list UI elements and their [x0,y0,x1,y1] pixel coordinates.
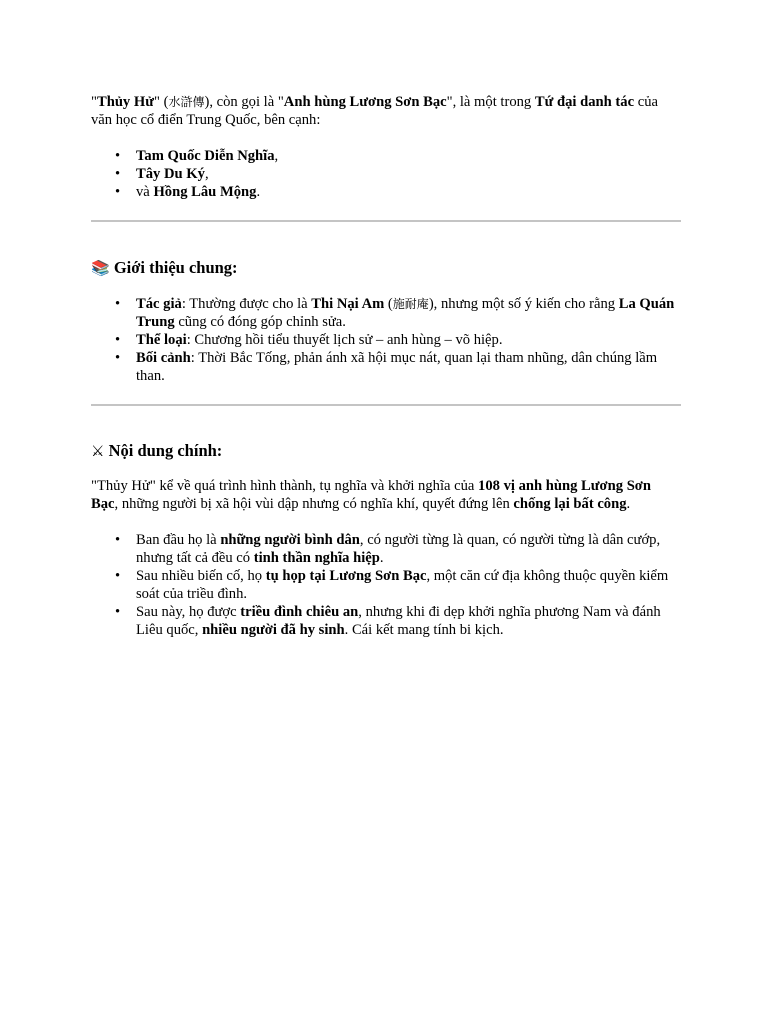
section-heading-general: 📚 Giới thiệu chung: [91,258,238,277]
general-info-list [91,295,681,385]
list-item: • Sau này, họ được triều đình chiêu an, nhưng khi đi dẹp khởi nghĩa phương Nam và đánh Liêu quốc, nhiều người đã hy sinh. Cái kết mang tính bi kịch. [136,603,681,639]
list-item: • Thể loại: Chương hồi tiểu thuyết lịch sử – anh hùng – võ hiệp. [136,331,681,349]
content-points-list [91,531,681,639]
list-item: • Ban đầu họ là những người bình dân, có người từng là quan, có người từng là dân cướp, nhưng tất cả đều có tinh thần nghĩa hiệp. [136,531,681,567]
book-title: Thủy Hử [96,94,154,110]
intro-text: ", là một trong [446,94,535,110]
classic-name: Tây Du Ký [136,166,205,182]
intro-text: của văn học cổ điển Trung Quốc, bên cạnh: [91,94,658,128]
author-name: Thi Nại Am [311,296,385,312]
list-item: • và Hồng Lâu Mộng. [136,183,681,201]
document-body [91,93,681,639]
list-item: • Tam Quốc Diễn Nghĩa, [136,147,681,165]
book-alias: Anh hùng Lương Sơn Bạc [283,94,447,110]
books-icon: 📚 [91,259,110,277]
section-divider [91,404,681,406]
classic-name: Tam Quốc Diễn Nghĩa [136,148,275,164]
chinese-title: 水滸傳 [168,95,205,109]
classic-name: Hồng Lâu Mộng [153,184,257,200]
list-item: • Tây Du Ký, [136,165,681,183]
four-classics: Tứ đại danh tác [534,94,635,110]
author-chinese-name: 施耐庵 [392,297,429,311]
section-divider [91,220,681,222]
intro-paragraph [91,93,681,129]
co-author-name: La Quán Trung [136,296,675,330]
list-item: • Tác giả: Thường được cho là Thi Nại Am (施耐庵), nhưng một số ý kiến cho rằng La Quán Trung cũng có đóng góp chỉnh sửa. [136,295,681,331]
list-item: • Bối cảnh: Thời Bắc Tống, phản ánh xã hội mục nát, quan lại tham nhũng, dân chúng lầm than. [136,349,681,385]
summary-paragraph: "Thủy Hử" kể về quá trình hình thành, tụ nghĩa và khởi nghĩa của 108 vị anh hùng Lương Sơn Bạc, những người bị xã hội vùi dập nhưng có nghĩa khí, quyết đứng lên chống lại bất công. [91,478,652,512]
list-item: • Sau nhiều biến cố, họ tụ họp tại Lương Sơn Bạc, một căn cứ địa không thuộc quyền kiểm soát của triều đình. [136,567,681,603]
section-heading-content: ⚔ Nội dung chính: [91,441,223,460]
intro-text: " [91,94,97,110]
classics-list [91,147,681,201]
intro-text: ), còn gọi là " [204,94,284,110]
crossed-swords-icon: ⚔ [91,442,105,460]
intro-text: " ( [154,94,169,110]
